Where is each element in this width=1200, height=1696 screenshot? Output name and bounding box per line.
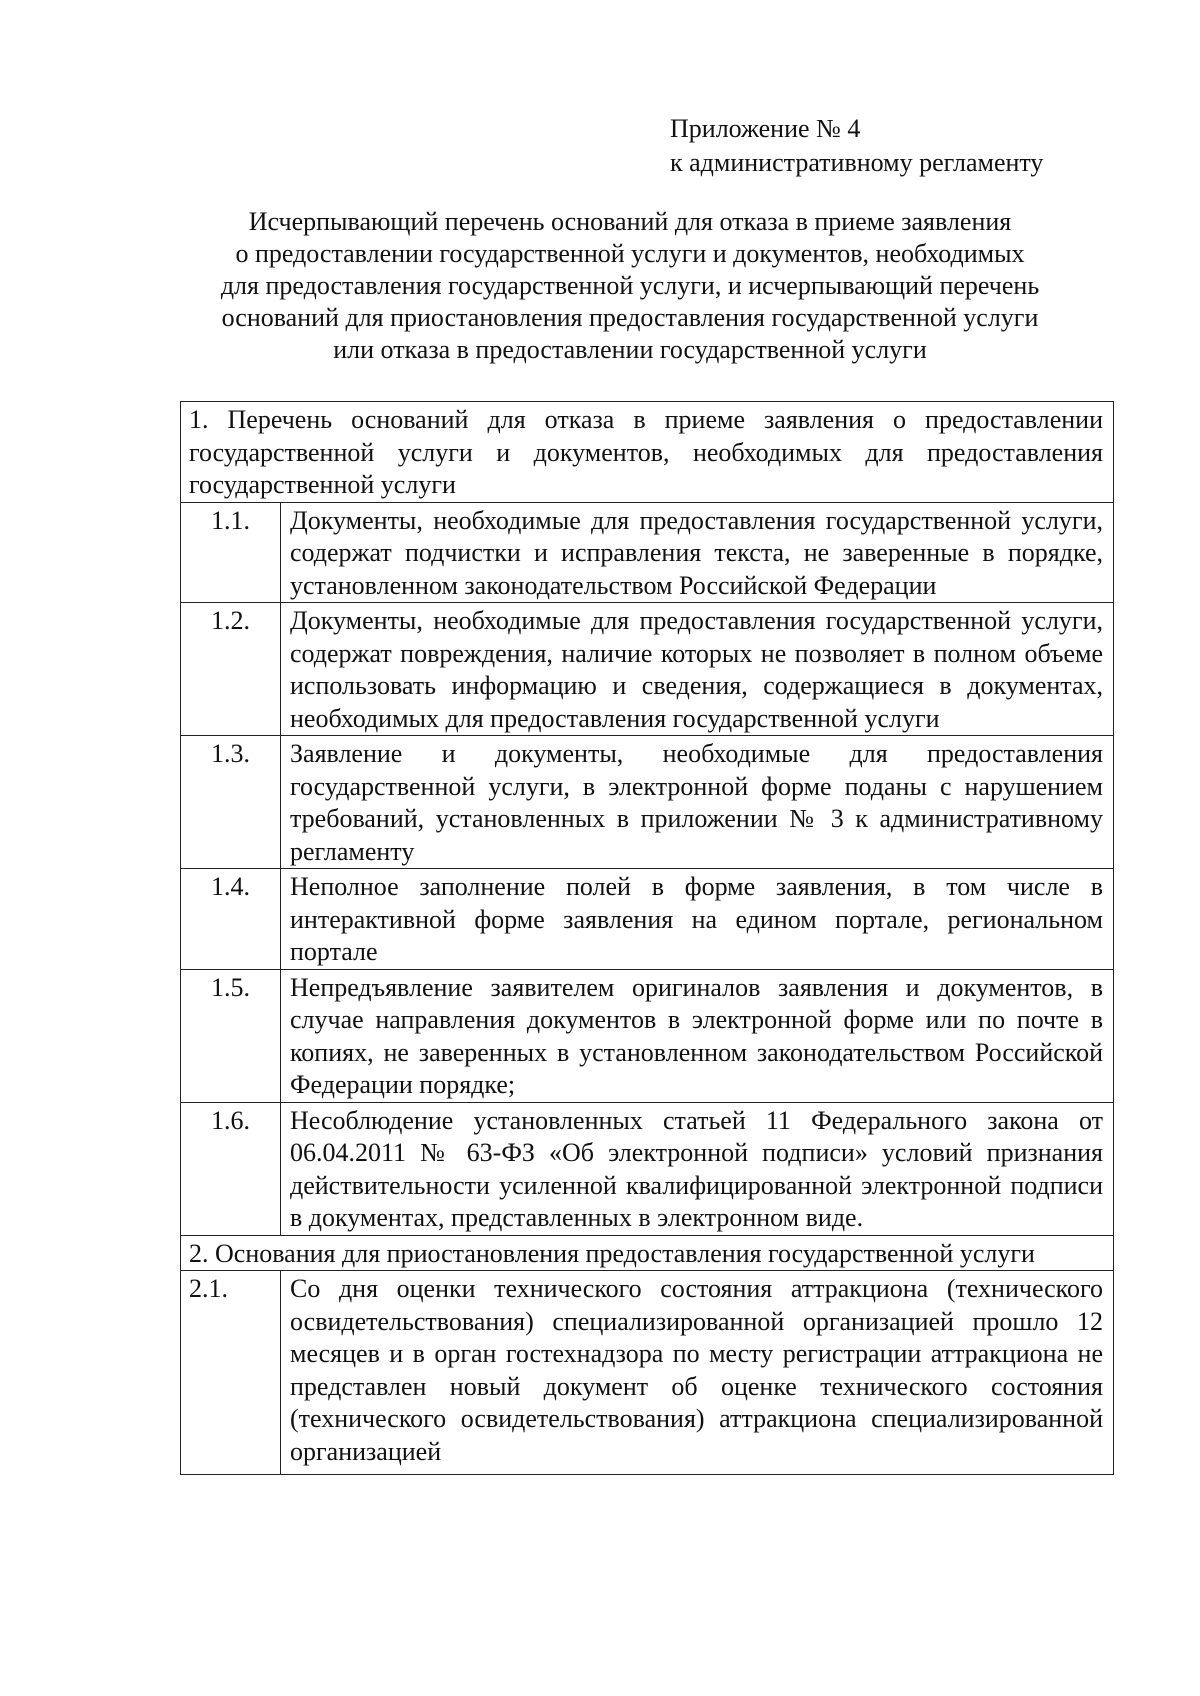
table-row — [181, 1102, 1114, 1235]
title-line: или отказа в предоставлении государственной услуги — [333, 335, 927, 364]
appendix-number: Приложение № 4 — [670, 114, 861, 143]
grounds-table — [180, 401, 1114, 1475]
appendix-reference: к административному регламенту — [670, 148, 1044, 177]
row-text: Заявление и документы, необходимые для предоставления государственной услуги, в электронной форме поданы с нарушением требований, установленных в приложении № 3 к административному регламенту — [281, 736, 1114, 869]
row-text: Непредъявление заявителем оригиналов заявления и документов, в случае направления документов в электронной форме или по почте в копиях, не заверенных в установленном законодательством Российской Федерации порядке; — [281, 969, 1114, 1102]
row-number: 1.5. — [181, 969, 281, 1102]
row-text: Документы, необходимые для предоставления государственной услуги, содержат подчистки и исправления текста, не заверенные в порядке, установленном законодательством Российской Федерации — [281, 502, 1114, 603]
table-row — [181, 869, 1114, 970]
row-text: Документы, необходимые для предоставления государственной услуги, содержат повреждения, наличие которых не позволяет в полном объеме использовать информацию и сведения, содержащиеся в документах, необходимых для предоставления государственной услуги — [281, 603, 1114, 736]
table-row — [181, 603, 1114, 736]
appendix-header — [670, 112, 1043, 180]
section-heading-row — [181, 1235, 1114, 1271]
row-number: 1.2. — [181, 603, 281, 736]
table-row — [181, 1271, 1114, 1475]
section-1-heading: 1. Перечень оснований для отказа в приеме заявления о предоставлении государственной услуги и документов, необходимых для предоставления государственной услуги — [181, 402, 1114, 503]
row-text: Со дня оценки технического состояния аттракциона (технического освидетельствования) специализированной организацией прошло 12 месяцев и в орган гостехнадзора по месту регистрации аттракциона не представлен новый документ об оценке технического состояния (технического освидетельствования) аттракциона специализированной организацией — [281, 1271, 1114, 1475]
row-number: 1.3. — [181, 736, 281, 869]
section-heading-row — [181, 402, 1114, 503]
title-line: для предоставления государственной услуги, и исчерпывающий перечень — [220, 271, 1040, 300]
title-line: оснований для приостановления предоставления государственной услуги — [221, 303, 1039, 332]
table-row — [181, 969, 1114, 1102]
row-number: 1.4. — [181, 869, 281, 970]
title-line: о предоставлении государственной услуги и документов, необходимых — [235, 239, 1025, 268]
section-2-heading: 2. Основания для приостановления предоставления государственной услуги — [181, 1235, 1114, 1271]
row-number: 2.1. — [181, 1271, 281, 1475]
row-number: 1.6. — [181, 1102, 281, 1235]
table-row — [181, 736, 1114, 869]
title-line: Исчерпывающий перечень оснований для отказа в приеме заявления — [248, 207, 1012, 236]
document-title — [180, 206, 1080, 366]
row-text: Несоблюдение установленных статьей 11 Федерального закона от 06.04.2011 № 63-ФЗ «Об электронной подписи» условий признания действительности усиленной квалифицированной электронной подписи в документах, представленных в электронном виде. — [281, 1102, 1114, 1235]
row-text: Неполное заполнение полей в форме заявления, в том числе в интерактивной форме заявления на едином портале, региональном портале — [281, 869, 1114, 970]
row-number: 1.1. — [181, 502, 281, 603]
table-row — [181, 502, 1114, 603]
